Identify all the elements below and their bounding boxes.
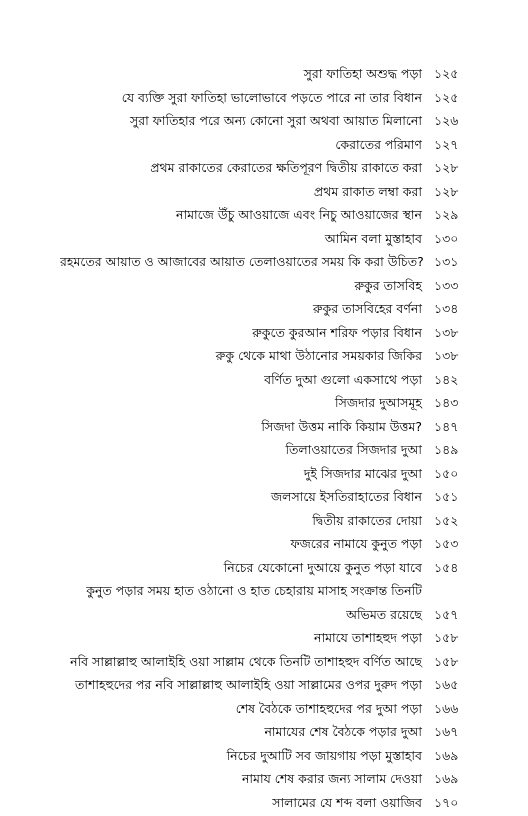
toc-entry-page: ১২৫	[434, 89, 459, 105]
toc-entry-title: জলসায়ে ইসতিরাহাতের বিধান	[270, 489, 422, 504]
toc-entry	[60, 203, 472, 227]
toc-entry	[60, 344, 472, 368]
toc-entry-title: বর্ণিত দুআ গুলো একসাথে পড়া	[264, 371, 422, 387]
toc-entry-page: ১৫১	[434, 489, 459, 504]
toc-entry-page: ১২৯	[434, 207, 459, 222]
toc-entry-page: ১৩০	[434, 230, 459, 246]
toc-entry	[60, 297, 472, 321]
toc-entry-title: তাশাহহুদের পর নবি সাল্লাল্লাহু আলাইহি ওয়া সাল্লামের ওপর দুরুদ পড়া	[75, 677, 422, 692]
toc-entry-page: ১৫৮	[434, 630, 459, 645]
toc-entry-page: ১৩৮	[434, 348, 459, 363]
toc-entry-title: সুরা ফাতিহার পরে অন্য কোনো সুরা অথবা আয়াত মিলানো	[130, 113, 422, 128]
toc-entry-title: সুরা ফাতিহা অশুদ্ধ পড়া	[303, 66, 422, 81]
toc-entry-page: ১৬৯	[434, 747, 459, 763]
toc-entry	[60, 720, 472, 744]
toc-entry-page: ১৪৯	[434, 442, 459, 457]
toc-entry-title: নামাযের শেষ বৈঠকে পড়ার দুআ	[264, 724, 422, 739]
toc-entry-page: ১২৭	[434, 136, 459, 152]
toc-entry-title: রহমতের আয়াত ও আজাবের আয়াত তেলাওয়াতের সময় কি করা উচিত?	[60, 254, 424, 269]
toc-entry-page: ১৪৭	[434, 418, 459, 434]
toc-entry-title: প্রথম রাকাত লম্বা করা	[313, 183, 422, 199]
toc-entry-page: ১৩৮	[434, 324, 459, 340]
toc-entry-title: কেরাতের পরিমাণ	[335, 136, 422, 152]
toc-entry-title: নিচের দুআটি সব জায়গায় পড়া মুস্তাহাব	[226, 747, 422, 763]
toc-entry	[60, 133, 472, 157]
toc-entry-title: দ্বিতীয় রাকাতের দোয়া	[312, 512, 422, 528]
toc-entry-page: ১৬৫	[434, 677, 459, 692]
toc-entry-title: সালামের যে শব্দ বলা ওয়াজিব	[272, 794, 422, 810]
toc-entry	[60, 62, 472, 86]
toc-entry-page: ১৬৭	[434, 724, 459, 739]
toc-entry	[60, 227, 472, 251]
toc-entry	[60, 109, 472, 133]
toc-entry	[60, 438, 472, 462]
toc-entry	[60, 368, 472, 392]
toc-entry	[60, 767, 472, 791]
toc-entry-title: নামাযে তাশাহহুদ পড়া	[314, 630, 422, 645]
toc-entry-page: ১২৬	[434, 113, 459, 128]
toc-entry-page: ১৫৪	[434, 559, 459, 575]
toc-entry-page: ১৫৮	[434, 653, 459, 669]
toc-entry-page: ১২৫	[434, 66, 459, 81]
toc-entry-title: শেষ বৈঠকে তাশাহহুদের পর দুআ পড়া	[235, 700, 422, 716]
toc-entry-title: রুকুর তাসবিহ	[354, 277, 422, 293]
toc-entry-title: আমিন বলা মুস্তাহাব	[324, 230, 422, 246]
toc-entry-title: রুকুতে কুরআন শরিফ পড়ার বিধান	[252, 324, 422, 340]
toc-entry-page: ১৫৩	[434, 536, 459, 551]
toc-entry-title: তিলাওয়াতের সিজদার দুআ	[285, 442, 422, 457]
toc-entry-page: ১৫২	[434, 512, 459, 528]
toc-entry	[60, 626, 472, 650]
toc-entry-title: যে ব্যক্তি সুরা ফাতিহা ভালোভাবে পড়তে পারে না তার বিধান	[121, 89, 422, 105]
toc-entry-title: রুকু থেকে মাথা উঠানোর সময়কার জিকির	[215, 348, 422, 363]
toc-entry	[60, 274, 472, 298]
toc-entry-page: ১৩৪	[434, 301, 459, 316]
toc-entry	[60, 415, 472, 439]
toc-entry-title: রুকুর তাসবিহের বর্ণনা	[312, 301, 422, 316]
toc-entry-page: ১২৮	[434, 183, 459, 199]
toc-entry	[60, 673, 472, 697]
toc-entry	[60, 485, 472, 509]
toc-entry	[60, 462, 472, 486]
toc-entry-page: ১২৮	[434, 160, 459, 175]
toc-entry-title: সিজদার দুআসমূহ	[335, 395, 422, 410]
toc-entry-title: ফজরের নামাযে কুনুত পড়া	[290, 536, 422, 551]
toc-entry	[60, 509, 472, 533]
toc-entry	[60, 321, 472, 345]
toc-entry-title: সিজদা উত্তম নাকি কিয়াম উত্তম?	[261, 418, 422, 434]
toc-entry-page: ১৫৭	[434, 606, 459, 622]
toc-entry	[60, 86, 472, 110]
toc-entry	[60, 180, 472, 204]
toc-entry-title: নামায শেষ করার জন্য সালাম দেওয়া	[241, 771, 422, 786]
toc-entry	[60, 156, 472, 180]
table-of-contents	[60, 62, 472, 814]
toc-entry-title: নিচের যেকোনো দুআয়ে কুনুত পড়া যাবে	[223, 559, 422, 575]
toc-entry-page: ১৬৬	[434, 700, 459, 716]
toc-entry-page: ১৪৩	[434, 395, 459, 410]
toc-entry-title: নবি সাল্লাল্লাহু আলাইহি ওয়া সাল্লাম থেকে তিনটি তাশাহহুদ বর্ণিত আছে	[70, 653, 422, 669]
toc-entry-title: নামাজে উঁচু আওয়াজে এবং নিচু আওয়াজের স্থান	[176, 207, 422, 222]
toc-entry	[60, 391, 472, 415]
toc-entry	[60, 697, 472, 721]
toc-entry-title: প্রথম রাকাতের কেরাতের ক্ষতিপূরণ দ্বিতীয় রাকাতে করা	[150, 160, 422, 175]
toc-entry	[60, 250, 472, 274]
toc-entry-page: ১৬৯	[434, 771, 459, 786]
toc-entry	[60, 556, 472, 580]
toc-entry	[60, 532, 472, 556]
toc-entry-page: ১৭০	[434, 794, 459, 810]
toc-entry-page: ১৩১	[434, 254, 459, 269]
toc-entry-page: ১৪২	[434, 371, 459, 387]
toc-entry-page: ১৫০	[434, 465, 459, 481]
toc-entry-page: ১৩৩	[434, 277, 459, 293]
toc-entry	[60, 744, 472, 768]
toc-entry-title: দুই সিজদার মাঝের দুআ	[303, 465, 422, 481]
toc-entry-multiline	[60, 579, 472, 626]
toc-entry	[60, 650, 472, 674]
toc-entry-title: কুনুত পড়ার সময় হাত ওঠানো ও হাত চেহারায় মাসাহ সংক্রান্ত তিনটি অভিমত রয়েছে	[86, 583, 422, 622]
toc-entry	[60, 791, 472, 815]
